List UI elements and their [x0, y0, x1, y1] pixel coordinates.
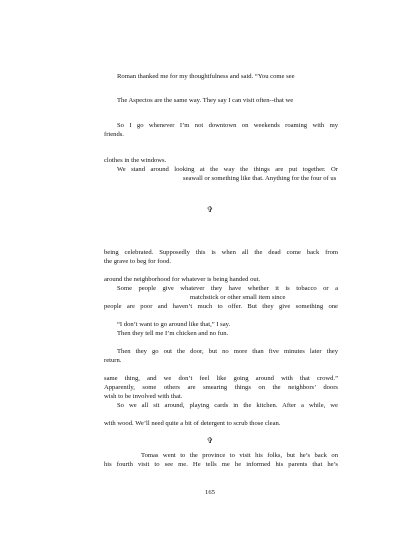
- text-line: Then they tell me I’m chicken and no fun.: [117, 330, 229, 337]
- text-line: clothes in the windows.: [104, 157, 167, 164]
- page-number: 165: [205, 489, 215, 496]
- section-ornament-icon: ✞: [206, 436, 214, 445]
- text-line: around the neighborhood for whatever is being handed out.: [104, 276, 261, 283]
- text-line: wish to be involved with that.: [104, 393, 183, 400]
- text-line: matchstick or other small item since: [190, 294, 286, 301]
- text-line: So we all sit around, playing cards in the kitchen. After a while, we: [117, 402, 338, 409]
- text-line: his fourth visit to see me. He tells me he informed his parents that he’s: [104, 461, 338, 468]
- text-line: with wood. We’ll need quite a bit of detergent to scrub those clean.: [104, 420, 281, 427]
- text-line: people are poor and haven’t much to offer. But they give something one: [104, 303, 338, 310]
- text-line: The Aspectos are the same way. They say I can visit often--that we: [117, 97, 294, 104]
- text-line: So I go whenever I’m not downtown on weekends roaming with my: [117, 122, 338, 129]
- text-line: friends.: [104, 131, 124, 138]
- text-line: Tomas went to the province to visit his folks, but he’s back on: [141, 452, 338, 459]
- text-line: the grave to beg for food.: [104, 258, 172, 265]
- text-line: “I don’t want to go around like that,” I say.: [117, 321, 231, 328]
- section-ornament-icon: ✞: [206, 205, 214, 214]
- text-line: Roman thanked me for my thoughtfulness and said. “You come see: [117, 73, 295, 80]
- text-line: Then they go out the door, but no more than five minutes later they: [117, 348, 338, 355]
- text-line: Apparently, some others are smearing things on the neighbors’ doors: [104, 384, 338, 391]
- text-line: seawall or something like that. Anything for the four of us: [183, 175, 337, 182]
- text-line: same thing, and we don’t feel like going around with that crowd.”: [104, 375, 338, 382]
- text-line: being celebrated. Supposedly this is when all the dead come back from: [104, 249, 338, 256]
- text-line: return.: [104, 357, 122, 364]
- text-line: We stand around looking at the way the things are put together. Or: [117, 166, 338, 173]
- text-line: Some people give whatever they have whether it is tobacco or a: [117, 285, 338, 292]
